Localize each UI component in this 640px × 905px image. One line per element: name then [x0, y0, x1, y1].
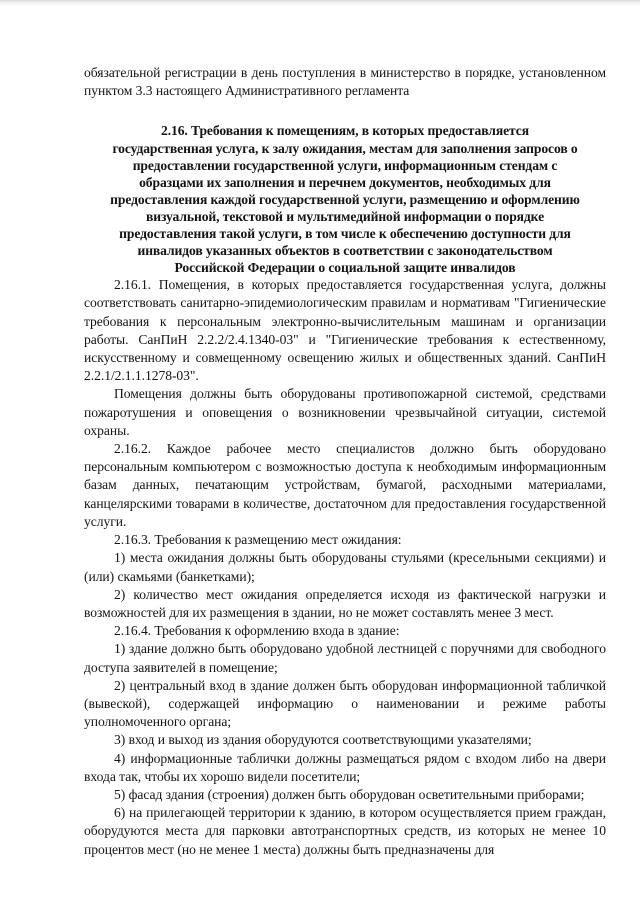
scan-top-edge [0, 0, 640, 6]
heading-line: Российской Федерации о социальной защите инвалидов [174, 260, 516, 276]
heading-line: предоставлении государственной услуги, информационным стендам с [132, 157, 558, 173]
paragraph-2-16-3: 2.16.3. Требования к размещению мест ожидания: [114, 532, 402, 548]
list-item: 4) информационные таблички должны размещаться рядом с входом либо на двери входа так, чтобы их хорошо видели посетители; [84, 750, 606, 784]
heading-line: образцами их заполнения и перечнем документов, необходимых для [139, 174, 551, 190]
heading-line: 2.16. Требования к помещениям, в которых предоставляется [161, 123, 529, 139]
list-item: 1) места ожидания должны быть оборудованы стульями (кресельными секциями) и (или) скамьями (банкетками); [84, 550, 606, 584]
list-item: 6) на прилегающей территории к зданию, в котором осуществляется прием граждан, оборудуются места для парковки автотранспортных средств, из которых не менее 10 процентов мест (но не менее 1 места) должны быть предназначены для [84, 805, 606, 857]
list-item: 1) здание должно быть оборудовано удобной лестницей с поручнями для свободного доступа заявителей в помещение; [84, 641, 606, 675]
heading-line: визуальной, текстовой и мультимедийной информации о порядке [145, 208, 545, 224]
heading-line: государственная услуга, к залу ожидания, местам для заполнения запросов о [112, 140, 578, 156]
intro-paragraph: обязательной регистрации в день поступления в министерство в порядке, установленном пунктом 3.3 настоящего Административного регламента [84, 65, 606, 99]
list-item: 2) количество мест ожидания определяется исходя из фактической нагрузки и возможностей для их размещения в здании, но не может составлять менее 3 мест. [84, 586, 606, 620]
document-page [84, 64, 606, 859]
paragraph-2-16-2: 2.16.2. Каждое рабочее место специалистов должно быть оборудовано персональным компьютером с возможностью доступа к необходимым информационным базам данных, печатающим устройствам, бумагой, расходными материалами, канцелярскими товарами в количестве, достаточном для предоставления государственной услуги. [84, 441, 606, 529]
list-item: 2) центральный вход в здание должен быть оборудован информационной табличкой (вывеской), содержащей информацию о наименовании и режиме работы уполномоченного органа; [84, 677, 606, 730]
list-item: 3) вход и выход из здания оборудуются соответствующими указателями; [114, 732, 532, 748]
heading-line: инвалидов указанных объектов в соответствии с законодательством [137, 243, 553, 259]
heading-line: предоставления каждой государственной услуги, размещению и оформлению [110, 191, 580, 207]
paragraph-fire-safety: Помещения должны быть оборудованы противопожарной системой, средствами пожаротушения и оповещения о возникновении чрезвычайной ситуации, системой охраны. [84, 386, 606, 438]
list-item: 5) фасад здания (строения) должен быть оборудован осветительными приборами; [114, 786, 585, 802]
heading-line: предоставления такой услуги, в том числе к обеспечению доступности для [119, 225, 571, 241]
paragraph-2-16-1: 2.16.1. Помещения, в которых предоставляется государственная услуга, должны соответствовать санитарно-эпидемиологическим правилам и нормативам "Гигиенические требования к персональным электронно-вычислительным машинам и организации работы. СанПиН 2.2.2/2.4.1340-03" и "Гигиенические требования к естественному, искусственному и совмещенному освещению жилых и общественных зданий. СанПиН 2.2.1/2.1.1.1278-03". [84, 277, 606, 384]
section-heading [84, 122, 606, 276]
paragraph-2-16-4: 2.16.4. Требования к оформлению входа в здание: [114, 623, 400, 639]
